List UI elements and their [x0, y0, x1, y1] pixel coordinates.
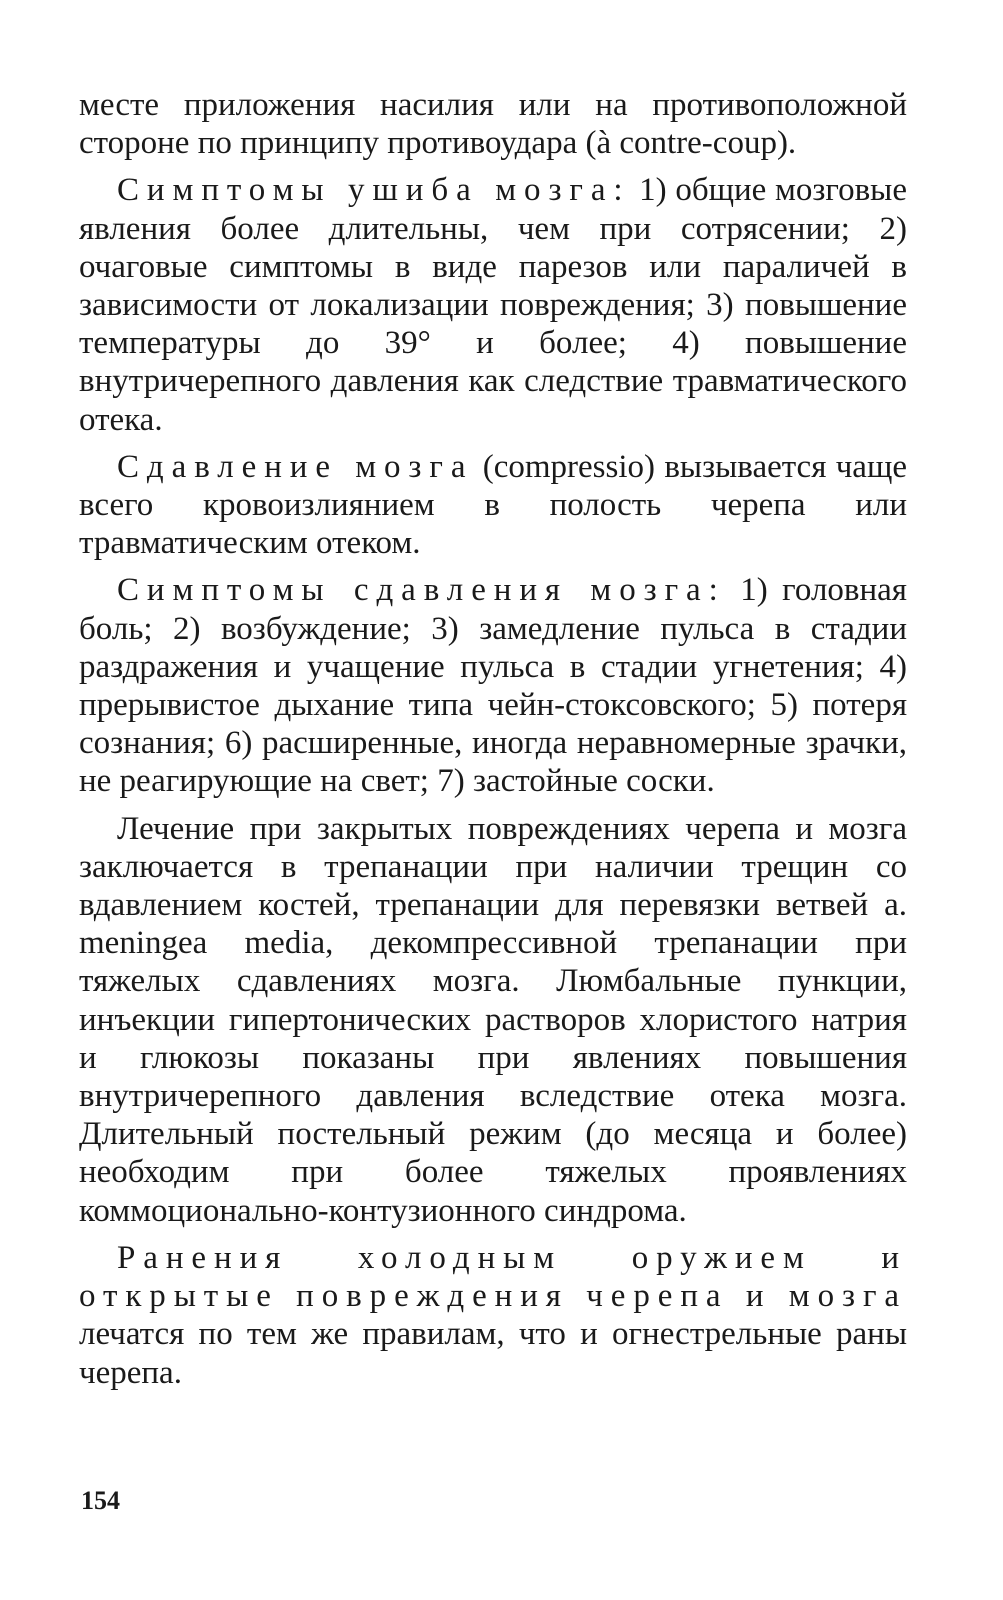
- paragraph-2-text: 1) общие мозговые явления более длительны, чем при сотрясении; 2) очаговые симптомы в виде парезов или параличей в зависимости от локализации повреждения; 3) повышение температуры до 39° и более; 4) повышение внутричерепного давления как следствие травматического отека.: [79, 172, 908, 438]
- paragraph-6-text: лечатся по тем же правилам, что и огнестрельные раны черепа.: [79, 1316, 907, 1391]
- paragraph-1-text: месте приложения насилия или на противоположной стороне по принципу противоудара (à contre-coup).: [79, 87, 907, 162]
- paragraph-6-heading: Ранения холодным оружием и открытые повреждения черепа и мозга: [79, 1239, 907, 1315]
- paragraph-3: [79, 448, 907, 563]
- paragraph-4: [79, 571, 907, 800]
- paragraph-2: [79, 171, 907, 438]
- paragraph-4-text: 1) головная боль; 2) возбуждение; 3) замедление пульса в стадии раздражения и учащение пульса в стадии угнетения; 4) прерывистое дыхание типа чейн-стоксовского; 5) потеря сознания; 6) расширенные, иногда неравномерные зрачки, не реагирующие на свет; 7) застойные соски.: [79, 572, 907, 800]
- paragraph-6: [79, 1239, 907, 1392]
- paragraph-3-heading: Сдавление мозга: [117, 448, 474, 485]
- paragraph-5: [79, 810, 907, 1230]
- book-page-text: [79, 86, 907, 1392]
- page-number: 154: [81, 1486, 120, 1515]
- paragraph-5-text: Лечение при закрытых повреждениях черепа и мозга заключается в трепанации при наличии трещин со вдавлением костей, трепанации для перевязки ветвей a. meningea media, декомпрессивной трепанации при тяжелых сдавлениях мозга. Люмбальные пункции, инъекции гипертонических растворов хлористого натрия и глюкозы показаны при явлениях повышения внутричерепного давления вследствие отека мозга. Длительный постельный режим (до месяца и более) необходим при более тяжелых проявлениях коммоционально-контузионного синдрома.: [79, 810, 907, 1229]
- paragraph-3-text: (compressio) вызывается чаще всего кровоизлиянием в полость черепа или травматическим отеком.: [79, 448, 908, 562]
- paragraph-4-heading: Симптомы сдавления мозга:: [117, 572, 726, 609]
- paragraph-2-heading: Симптомы ушиба мозга:: [117, 172, 631, 209]
- paragraph-1: [79, 86, 907, 162]
